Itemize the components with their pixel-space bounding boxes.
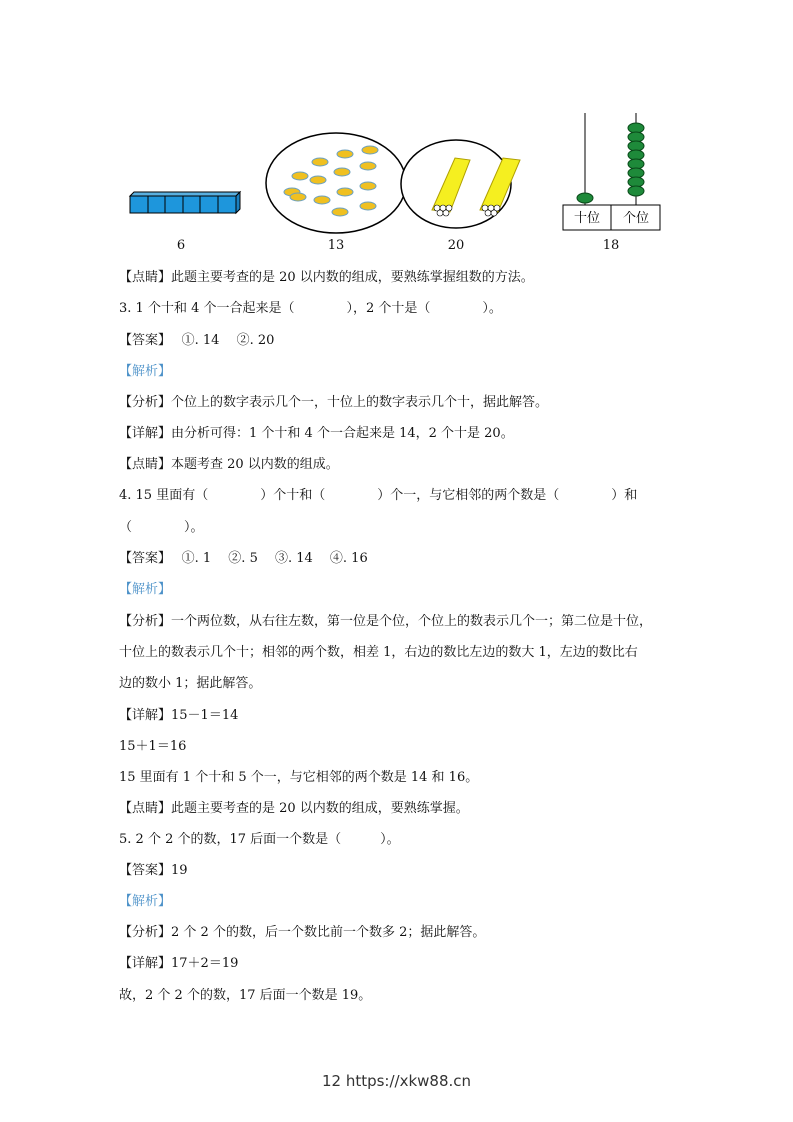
stick-bundles-circle: [401, 140, 520, 228]
text-line: 【详解】17＋2＝19: [119, 956, 239, 971]
text-line: 【点睛】此题主要考查的是 20 以内数的组成，要熟练掌握组数的方法。: [119, 270, 534, 285]
caption-sticks: 20: [447, 238, 465, 253]
text-line: 【解析】: [119, 364, 172, 379]
tens-place-label: 十位: [573, 211, 601, 226]
text-line: 十位上的数表示几个十；相邻的两个数，相差 1，右边的数比左边的数大 1，左边的数比右: [119, 645, 638, 660]
caption-airplanes: 13: [327, 238, 345, 253]
ten-rod-blocks: [130, 192, 240, 213]
text-line: 15＋1＝16: [119, 739, 187, 754]
text-line: 3. 1 个十和 4 个一合起来是（ ），2 个十是（ ）。: [119, 301, 502, 316]
text-line: 【解析】: [119, 582, 172, 597]
page-footer: 12 https://xkw88.cn: [321, 1072, 472, 1090]
text-line: 【分析】个位上的数字表示几个一，十位上的数字表示几个十，据此解答。: [119, 395, 549, 410]
text-line: 【分析】一个两位数，从右往左数，第一位是个位，个位上的数表示几个一；第二位是十位，: [119, 614, 653, 629]
airplanes-circle: [266, 133, 406, 233]
text-line: 【详解】由分析可得：1 个十和 4 个一合起来是 14，2 个十是 20。: [119, 426, 514, 441]
number-composition-figure: [0, 0, 793, 240]
caption-blocks: 6: [176, 238, 186, 253]
text-line: 5. 2 个 2 个的数，17 后面一个数是（ ）。: [119, 832, 400, 847]
caption-abacus: 18: [602, 238, 620, 253]
text-line: 【解析】: [119, 894, 172, 909]
text-line: 【答案】19: [119, 863, 188, 878]
text-line: 【点睛】本题考查 20 以内数的组成。: [119, 457, 339, 472]
ones-place-label: 个位: [622, 211, 650, 226]
text-line: 边的数小 1；据此解答。: [119, 676, 262, 691]
text-line: 故，2 个 2 个的数，17 后面一个数是 19。: [119, 988, 372, 1003]
text-line: 【点睛】此题主要考查的是 20 以内数的组成，要熟练掌握。: [119, 801, 469, 816]
text-line: 【详解】15－1＝14: [119, 708, 239, 723]
text-line: （ ）。: [119, 520, 204, 535]
abacus: [563, 113, 660, 230]
text-line: 15 里面有 1 个十和 5 个一，与它相邻的两个数是 14 和 16。: [119, 770, 479, 785]
text-line: 【答案】 ①. 1 ②. 5 ③. 14 ④. 16: [119, 551, 368, 566]
text-line: 【分析】2 个 2 个的数，后一个数比前一个数多 2；据此解答。: [119, 925, 486, 940]
text-line: 4. 15 里面有（ ）个十和（ ）个一，与它相邻的两个数是（ ）和: [119, 488, 638, 503]
text-line: 【答案】 ①. 14 ②. 20: [119, 333, 275, 348]
